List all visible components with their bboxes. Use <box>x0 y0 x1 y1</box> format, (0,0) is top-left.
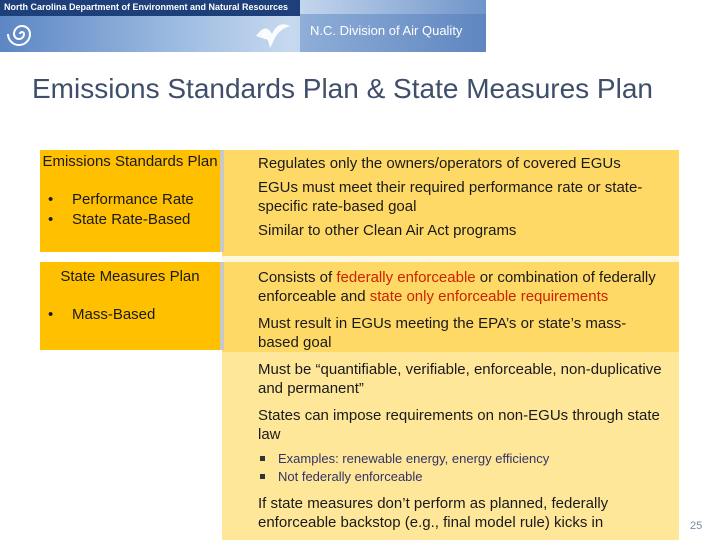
standards-plan-heading: Emissions Standards Plan <box>42 153 218 170</box>
org-name: North Carolina Department of Environment and Natural Resources <box>4 2 289 12</box>
measures-points <box>236 268 666 532</box>
square-bullet-icon <box>260 474 265 479</box>
bullet-point: Must result in EGUs meeting the EPA’s or state’s mass-based goal <box>258 315 627 351</box>
header-banner <box>0 0 486 52</box>
square-bullet-icon <box>260 456 265 461</box>
swirl-logo-icon <box>6 20 38 48</box>
bird-icon <box>252 16 292 52</box>
bullet-point: Must be “quantifiable, verifiable, enforceable, non-duplicative and permanent” <box>258 361 662 397</box>
division-name: N.C. Division of Air Quality <box>310 23 463 38</box>
measures-plan-list <box>40 305 220 325</box>
page-number: 25 <box>690 520 703 532</box>
sub-bullet: Examples: renewable energy, energy efficiency <box>236 450 666 468</box>
measures-plan-box <box>40 262 224 350</box>
list-item: • State Rate-Based <box>40 210 220 230</box>
bullet-point: Similar to other Clean Air Act programs <box>258 222 517 239</box>
bullet-point: If state measures don’t perform as planned, federally enforceable backstop (e.g., final model rule) kicks in <box>258 495 609 531</box>
highlight-text: federally enforceable <box>336 269 476 286</box>
page-title: Emissions Standards Plan & State Measures Plan <box>32 73 653 104</box>
bullet-point: Regulates only the owners/operators of covered EGUs <box>258 155 621 172</box>
org-bar <box>0 0 300 16</box>
highlight-text: requirements <box>520 288 609 305</box>
bullet-point: EGUs must meet their required performance rate or state-specific rate-based goal <box>258 179 643 215</box>
standards-points <box>236 154 666 240</box>
division-bar <box>300 14 486 52</box>
bullet-point: Consists of federally enforceable or combination of federally enforceable and state only enforceable requirements <box>258 269 656 305</box>
measures-plan-heading: State Measures Plan <box>60 268 200 285</box>
standards-plan-box <box>40 150 224 252</box>
list-item: • Mass-Based <box>40 305 220 325</box>
bullet-point: States can impose requirements on non-EGUs through state law <box>258 407 660 443</box>
list-item: • Performance Rate <box>40 190 220 210</box>
standards-plan-list <box>40 190 220 230</box>
highlight-text: state only enforceable <box>369 288 517 305</box>
panel-divider <box>222 256 679 262</box>
sub-bullet: Not federally enforceable <box>236 468 666 486</box>
